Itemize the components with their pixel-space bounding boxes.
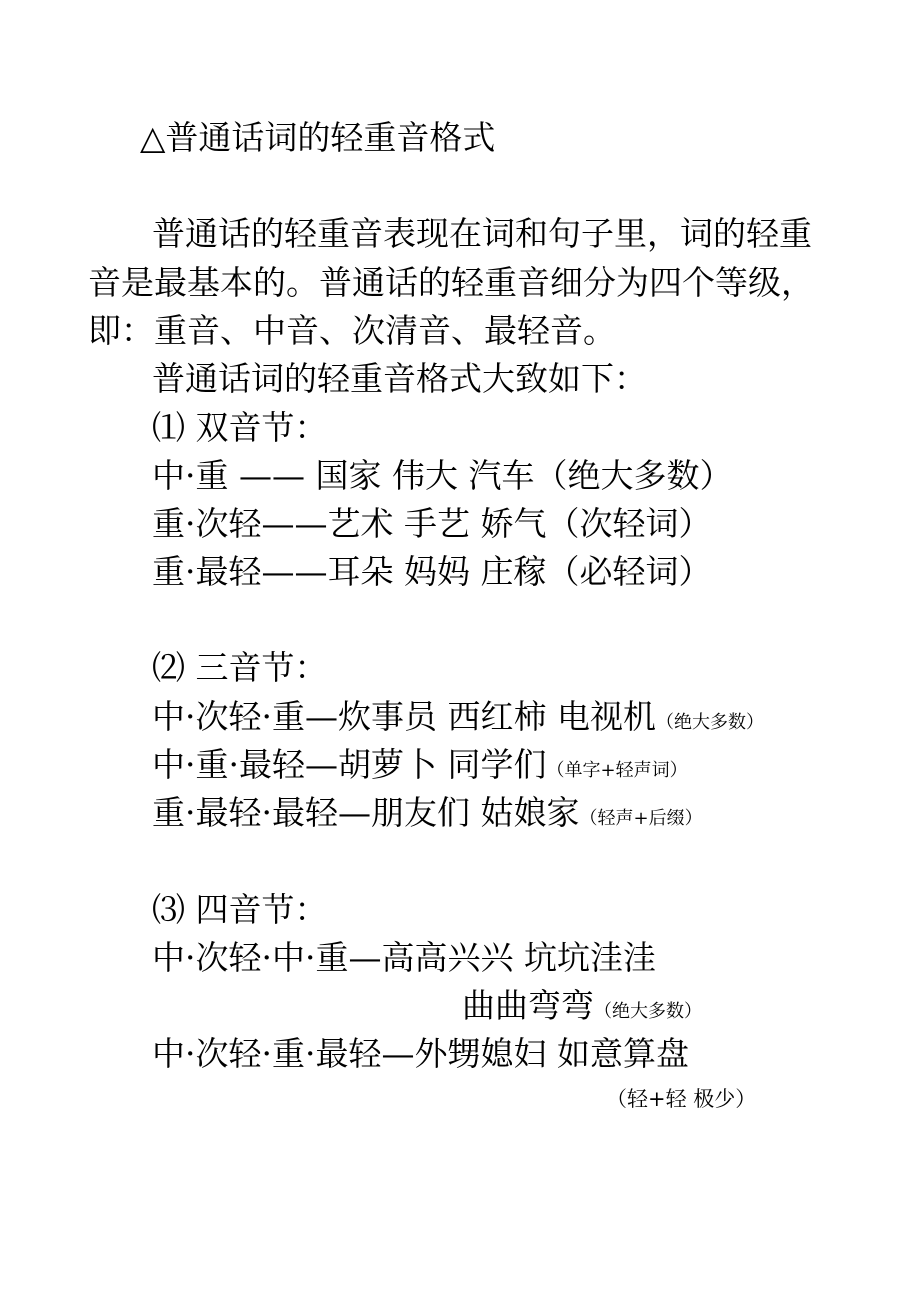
section-2-row-note: （轻声+后缀）	[579, 808, 703, 829]
intro-line-4: 普通话词的轻重音格式大致如下：	[152, 359, 647, 398]
section-2-row-note: （单字+轻声词）	[546, 760, 688, 781]
section-3-row-note: （轻+轻 极少）	[606, 1087, 757, 1111]
section-2-row-note: （绝大多数）	[655, 712, 764, 733]
section-3-row: 中·次轻·重·最轻—外甥媳妇 如意算盘	[152, 1034, 689, 1073]
page-title: △普通话词的轻重音格式	[140, 118, 496, 157]
section-3-row-continuation-note: （绝大多数）	[594, 1001, 702, 1022]
section-2-row	[152, 697, 764, 743]
section-2-row-main: 中·重·最轻—胡萝卜 同学们	[152, 745, 547, 784]
section-3-row-continuation	[462, 986, 702, 1032]
section-2-row-main: 重·最轻·最轻—朋友们 姑娘家	[152, 793, 580, 832]
section-1-heading: ⑴ 双音节：	[152, 408, 328, 447]
intro-line-1: 普通话的轻重音表现在词和句子里，词的轻重	[152, 214, 812, 253]
intro-line-2: 音是最基本的。普通话的轻重音细分为四个等级，	[88, 263, 814, 302]
section-3-heading: ⑶ 四音节：	[152, 890, 328, 929]
intro-line-3: 即：重音、中音、次清音、最轻音。	[88, 311, 616, 350]
section-2-row-main: 中·次轻·重—炊事员 西红柿 电视机	[152, 697, 656, 736]
section-3-row-continuation-main: 曲曲弯弯	[462, 986, 594, 1025]
section-1-row: 重·最轻——耳朵 妈妈 庄稼（必轻词）	[152, 552, 712, 591]
section-2-row	[152, 745, 688, 791]
section-1-row: 重·次轻——艺术 手艺 娇气（次轻词）	[152, 504, 712, 543]
section-1-row: 中·重 —— 国家 伟大 汽车（绝大多数）	[152, 456, 733, 495]
section-2-row	[152, 793, 703, 839]
section-3-row: 中·次轻·中·重—高高兴兴 坑坑洼洼	[152, 938, 656, 977]
section-2-heading: ⑵ 三音节：	[152, 648, 328, 687]
